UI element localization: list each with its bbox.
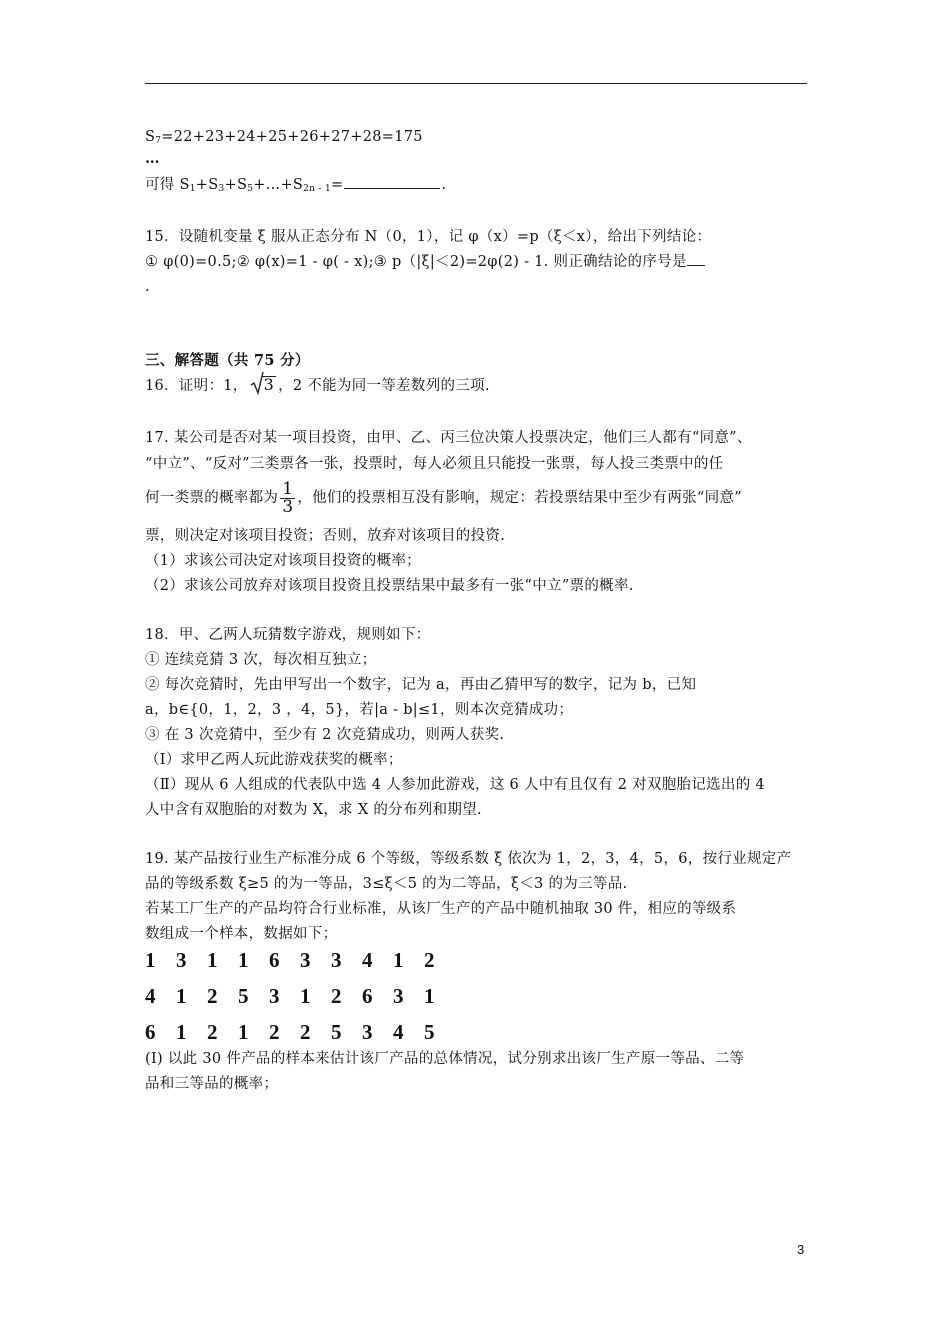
table-cell: 1 bbox=[424, 984, 435, 1008]
table-cell: 3 bbox=[331, 948, 342, 972]
header-rule bbox=[145, 83, 807, 84]
table-cell: 1 bbox=[393, 948, 404, 972]
table-cell: 4 bbox=[393, 1020, 404, 1044]
q19-part1-line1: (Ⅰ) 以此 30 件产品的样本来估计该厂产品的总体情况，试分别求出该厂生产原一等品、二等 bbox=[145, 1051, 745, 1067]
q17-line3: 何一类票的概率都为 $\frac{1}{3}$ ，他们的投票相互没有影响，规定：若投票结果中至少有两张“同意” bbox=[145, 478, 742, 517]
radical-sign-icon bbox=[250, 371, 264, 395]
q19-line2: 品的等级系数 ξ≥5 的为一等品，3≤ξ＜5 的为二等品，ξ＜3 的为三等品. bbox=[145, 876, 628, 892]
table-cell: 5 bbox=[424, 1020, 435, 1044]
table-cell: 1 bbox=[176, 984, 187, 1008]
q19-line1: 19. 某产品按行业生产标准分成 6 个等级，等级系数 ξ 依次为 1，2，3，4，5，6，按行业规定产 bbox=[145, 851, 792, 867]
table-cell: 2 bbox=[207, 984, 218, 1008]
table-row bbox=[145, 984, 455, 1020]
table-cell: 1 bbox=[238, 948, 249, 972]
s7-line: $S_7=22+23+24+25+26+27+28=175$ bbox=[145, 129, 423, 146]
q18-line4: a，b∈{0，1，2，3 ，4，5}，若|a - b|≤1，则本次竞猜成功； bbox=[145, 702, 574, 718]
q18-part1: （Ⅰ）求甲乙两人玩此游戏获奖的概率； bbox=[145, 752, 403, 768]
table-cell: 1 bbox=[207, 948, 218, 972]
q19-line4: 数组成一个样本，数据如下； bbox=[145, 926, 338, 942]
table-cell: 5 bbox=[238, 984, 249, 1008]
q17-line2: “中立”、“反对”三类票各一张，投票时，每人必须且只能投一张票，每人投三类票中的任 bbox=[145, 456, 724, 472]
table-cell: 3 bbox=[269, 984, 280, 1008]
ellipsis-line: … bbox=[145, 150, 160, 167]
sample-data-table bbox=[145, 948, 455, 1056]
q18-line1: 18．甲、乙两人玩猜数字游戏，规则如下： bbox=[145, 627, 431, 643]
table-cell: 1 bbox=[145, 948, 156, 972]
table-cell: 6 bbox=[362, 984, 373, 1008]
fraction: $\frac{1}{3}$ bbox=[282, 478, 294, 517]
answer-blank bbox=[344, 176, 440, 189]
page-number: 3 bbox=[797, 1242, 805, 1257]
sum-line: 可得 $S_1+S_3+S_5+\dots+S_{2n - 1}=$ . bbox=[145, 177, 447, 194]
table-cell: 2 bbox=[300, 1020, 311, 1044]
sqrt-symbol: 3 bbox=[250, 376, 276, 395]
section-heading: 三、解答题（共 75 分） bbox=[145, 352, 310, 369]
q18-line2: ① 连续竞猜 3 次，每次相互独立； bbox=[145, 652, 377, 668]
q19-line3: 若某工厂生产的产品均符合行业标准，从该厂生产的产品中随机抽取 30 件，相应的等级系 bbox=[145, 901, 737, 917]
table-cell: 2 bbox=[331, 984, 342, 1008]
q15-line2: ① φ(0)=0.5;② φ(x)=1 - φ( - x);③ p（|ξ|＜2)=2φ(2) - 1. 则正确结论的序号是 bbox=[145, 253, 705, 271]
answer-blank bbox=[687, 253, 705, 266]
table-cell: 2 bbox=[424, 948, 435, 972]
table-cell: 4 bbox=[145, 984, 156, 1008]
table-cell: 1 bbox=[238, 1020, 249, 1044]
table-cell: 3 bbox=[176, 948, 187, 972]
table-cell: 6 bbox=[269, 948, 280, 972]
q18-part2-line2: 人中含有双胞胎的对数为 X，求 X 的分布列和期望. bbox=[145, 802, 482, 818]
q17-part2: （2）求该公司放弃对该项目投资且投票结果中最多有一张“中立”票的概率. bbox=[145, 578, 634, 594]
table-cell: 4 bbox=[362, 948, 373, 972]
q18-line3: ② 每次竞猜时，先由甲写出一个数字，记为 a，再由乙猜甲写的数字，记为 b，已知 bbox=[145, 677, 697, 693]
q17-line4: 票，则决定对该项目投资；否则，放弃对该项目的投资. bbox=[145, 528, 506, 544]
q15-line1: 15．设随机变量 ξ 服从正态分布 N（0，1），记 φ（x）=p（ξ＜x），给出下列结论： bbox=[145, 229, 712, 245]
q15-line3: . bbox=[145, 279, 150, 295]
q17-part1: （1）求该公司决定对该项目投资的概率； bbox=[145, 553, 421, 569]
table-cell: 5 bbox=[331, 1020, 342, 1044]
q19-part1-line2: 品和三等品的概率； bbox=[145, 1076, 279, 1092]
table-row bbox=[145, 948, 455, 984]
table-cell: 3 bbox=[300, 948, 311, 972]
table-cell: 6 bbox=[145, 1020, 156, 1044]
table-cell: 1 bbox=[176, 1020, 187, 1044]
q16-line: 16．证明：1， 3 ，2 不能为同一等差数列的三项. bbox=[145, 376, 490, 395]
q18-line5: ③ 在 3 次竞猜中，至少有 2 次竞猜成功，则两人获奖. bbox=[145, 727, 505, 743]
q18-part2-line1: （Ⅱ）现从 6 人组成的代表队中选 4 人参加此游戏，这 6 人中有且仅有 2 对双胞胎记选出的 4 bbox=[145, 777, 765, 793]
table-cell: 3 bbox=[362, 1020, 373, 1044]
table-cell: 3 bbox=[393, 984, 404, 1008]
table-cell: 1 bbox=[300, 984, 311, 1008]
table-cell: 2 bbox=[207, 1020, 218, 1044]
table-cell: 2 bbox=[269, 1020, 280, 1044]
q17-line1: 17. 某公司是否对某一项目投资，由甲、乙、丙三位决策人投票决定，他们三人都有“同意”、 bbox=[145, 430, 752, 446]
